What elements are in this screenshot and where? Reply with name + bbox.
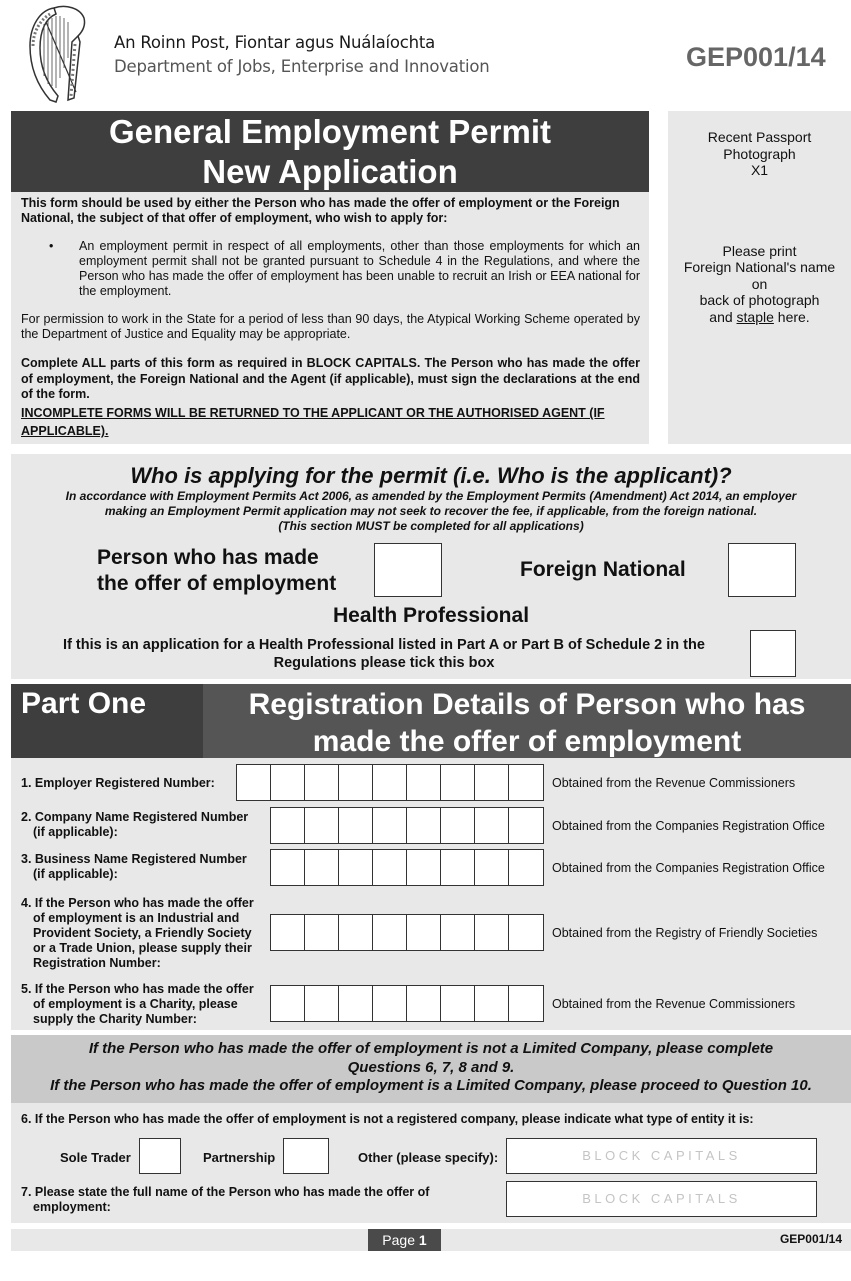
question-6-label: 6. If the Person who has made the offer of employment is not a registered company, please indicate what type of entity it is: <box>21 1112 754 1126</box>
digit-cell[interactable] <box>271 765 305 800</box>
applicant-section <box>11 454 851 679</box>
photo-instruction-line5 <box>668 309 851 326</box>
digit-cell[interactable] <box>407 850 441 885</box>
part-one-title-line2: made the offer of employment <box>312 725 742 758</box>
digit-cell[interactable] <box>271 986 305 1021</box>
question-7-label-line2: employment: <box>33 1200 111 1214</box>
digit-cell[interactable] <box>475 765 509 800</box>
digit-cell[interactable] <box>509 850 543 885</box>
photo-instruction-line2: Foreign National's name <box>683 259 836 275</box>
question-2-label-line1: 2. Company Name Registered Number <box>21 810 249 824</box>
company-registered-number-field[interactable] <box>270 807 544 844</box>
passport-photo-area[interactable] <box>668 111 851 444</box>
page-footer <box>11 1229 851 1251</box>
question-7-label <box>21 1185 429 1215</box>
photo-instruction-line3: on <box>751 275 768 292</box>
partnership-checkbox[interactable] <box>283 1138 329 1174</box>
applicant-note-line3: (This section MUST be completed for all applications) <box>278 519 584 533</box>
intro-paragraph-2: For permission to work in the State for a period of less than 90 days, the Atypical Working Scheme operated by the Department of Justice and Equality may be appropriate. <box>21 311 640 342</box>
digit-cell[interactable] <box>441 915 475 950</box>
bullet-icon: • <box>49 238 54 253</box>
employer-full-name-input[interactable]: BLOCK CAPITALS <box>506 1181 817 1217</box>
charity-number-field[interactable] <box>270 985 544 1022</box>
question-3-label-line1: 3. Business Name Registered Number <box>21 852 247 866</box>
digit-cell[interactable] <box>305 850 339 885</box>
part-one-title <box>203 684 851 758</box>
digit-cell[interactable] <box>407 765 441 800</box>
question-5-label-line3: supply the Charity Number: <box>33 1012 197 1026</box>
question-4-label-line3: Provident Society, a Friendly Society <box>33 926 252 940</box>
form-title-line2: New Application <box>202 153 458 190</box>
department-name-english: Department of Jobs, Enterprise and Innovation <box>114 57 490 76</box>
intro-bullet-item <box>21 239 640 300</box>
intro-panel <box>11 192 649 444</box>
digit-cell[interactable] <box>475 986 509 1021</box>
employer-registered-number-field[interactable] <box>236 764 544 801</box>
digit-cell[interactable] <box>271 850 305 885</box>
health-professional-text-line2: Regulations please tick this box <box>273 655 495 671</box>
part-one-label: Part One <box>11 684 203 758</box>
question-5-label-line1: 5. If the Person who has made the offer <box>21 982 254 996</box>
health-professional-title: Health Professional <box>332 604 530 627</box>
employer-option-label <box>97 545 336 597</box>
photo-instruction-line4: back of photograph <box>699 292 820 308</box>
incomplete-forms-warning: INCOMPLETE FORMS WILL BE RETURNED TO THE APPLICANT OR THE AUTHORISED AGENT (IF APPLICABLE). <box>21 406 605 439</box>
photo-label-line2: Photograph <box>723 145 796 162</box>
digit-cell[interactable] <box>373 850 407 885</box>
applicant-note-line1: In accordance with Employment Permits Act 2006, as amended by the Employment Permits (Amendment) Act 2014, an employer <box>65 489 797 503</box>
intro-paragraph-3: Complete ALL parts of this form as required in BLOCK CAPITALS. The Person who has made the offer of employment, the Foreign National and the Agent (if applicable), must sign the declarations at the end of the form. <box>21 356 640 401</box>
question-2-source: Obtained from the Companies Registration Office <box>552 819 825 833</box>
health-professional-text <box>19 636 749 672</box>
part-one-title-line1: Registration Details of Person who has <box>248 688 806 721</box>
partnership-label: Partnership <box>203 1150 276 1165</box>
photo-label-line3: X1 <box>750 162 769 178</box>
digit-cell[interactable] <box>305 986 339 1021</box>
limited-company-note-line3: If the Person who has made the offer of employment is a Limited Company, please proceed to Question 10. <box>50 1077 812 1094</box>
digit-cell[interactable] <box>271 915 305 950</box>
question-2-label <box>21 810 248 840</box>
society-registration-number-field[interactable] <box>270 914 544 951</box>
photo-instruction-text-end: here. <box>773 308 810 325</box>
foreign-national-option-label: Foreign National <box>520 558 686 581</box>
question-3-source: Obtained from the Companies Registration Office <box>552 861 825 875</box>
photo-instruction-line1: Please print <box>722 242 797 259</box>
employer-applicant-checkbox[interactable] <box>374 543 442 597</box>
digit-cell[interactable] <box>373 986 407 1021</box>
digit-cell[interactable] <box>339 808 373 843</box>
question-2-label-line2: (if applicable): <box>33 825 118 839</box>
digit-cell[interactable] <box>441 850 475 885</box>
other-entity-label: Other (please specify): <box>358 1150 499 1165</box>
sole-trader-checkbox[interactable] <box>139 1138 181 1174</box>
digit-cell[interactable] <box>305 808 339 843</box>
question-4-label-line5: Registration Number: <box>33 956 161 970</box>
foreign-national-applicant-checkbox[interactable] <box>728 543 796 597</box>
sole-trader-label: Sole Trader <box>60 1150 131 1165</box>
question-3-label-line2: (if applicable): <box>33 867 118 881</box>
question-4-label <box>21 896 254 971</box>
digit-cell[interactable] <box>305 765 339 800</box>
digit-cell[interactable] <box>475 915 509 950</box>
photo-label-line1: Recent Passport <box>707 129 812 145</box>
employer-option-label-line2: the offer of employment <box>97 572 337 595</box>
digit-cell[interactable] <box>339 986 373 1021</box>
digit-cell[interactable] <box>475 808 509 843</box>
digit-cell[interactable] <box>373 765 407 800</box>
question-1-label <box>21 776 215 791</box>
question-5-label <box>21 982 254 1027</box>
question-3-label <box>21 852 247 882</box>
digit-cell[interactable] <box>305 915 339 950</box>
digit-cell[interactable] <box>441 986 475 1021</box>
digit-cell[interactable] <box>407 915 441 950</box>
intro-bullet-text: An employment permit in respect of all employments, other than those employments for which an employment permit shall not be granted pursuant to Schedule 4 in the Regulations, and where the Person who has made the offer of employment has been unable to recruit an Irish or EEA national for the employment. <box>79 238 640 299</box>
digit-cell[interactable] <box>475 850 509 885</box>
harp-icon <box>24 2 90 106</box>
question-1-source: Obtained from the Revenue Commissioners <box>552 776 796 790</box>
question-4-label-line2: of employment is an Industrial and <box>33 911 240 925</box>
digit-cell[interactable] <box>339 765 373 800</box>
entity-type-section <box>11 1103 851 1223</box>
question-4-label-line4: or a Trade Union, please supply their <box>33 941 252 955</box>
digit-cell[interactable] <box>237 765 271 800</box>
health-professional-text-line1: If this is an application for a Health Professional listed in Part A or Part B of Schedule 2 in the <box>63 637 705 653</box>
question-7-label-line1: 7. Please state the full name of the Person who has made the offer of <box>21 1185 430 1199</box>
digit-cell[interactable] <box>509 765 543 800</box>
limited-company-note <box>11 1035 851 1103</box>
digit-cell[interactable] <box>373 808 407 843</box>
applicant-note-line2: making an Employment Permit application may not seek to recover the fee, if applicable, from the foreign national. <box>104 504 758 518</box>
page-label: Page <box>382 1232 415 1248</box>
health-professional-checkbox[interactable] <box>750 630 796 677</box>
question-4-source: Obtained from the Registry of Friendly Societies <box>552 926 818 940</box>
question-5-label-line2: of employment is a Charity, please <box>33 997 238 1011</box>
photo-instruction-text: and <box>709 308 737 325</box>
digit-cell[interactable] <box>373 915 407 950</box>
digit-cell[interactable] <box>407 986 441 1021</box>
digit-cell[interactable] <box>441 765 475 800</box>
digit-cell[interactable] <box>509 808 543 843</box>
form-code: GEP001/14 <box>686 42 826 72</box>
digit-cell[interactable] <box>339 915 373 950</box>
department-name-irish: An Roinn Post, Fiontar agus Nuálaíochta <box>114 33 436 52</box>
digit-cell[interactable] <box>509 915 543 950</box>
limited-company-note-line2: Questions 6, 7, 8 and 9. <box>347 1058 515 1076</box>
digit-cell[interactable] <box>407 808 441 843</box>
limited-company-note-line1: If the Person who has made the offer of employment is not a Limited Company, please complete <box>88 1040 774 1057</box>
intro-bullet-list <box>21 239 640 300</box>
form-title <box>11 111 649 192</box>
applicant-section-note <box>11 489 851 534</box>
page-number-badge <box>368 1229 441 1251</box>
digit-cell[interactable] <box>441 808 475 843</box>
employer-option-label-line1: Person who has made <box>97 546 319 569</box>
applicant-section-title: Who is applying for the permit (i.e. Who is the applicant)? <box>130 463 732 488</box>
question-4-label-line1: 4. If the Person who has made the offer <box>21 896 254 910</box>
digit-cell[interactable] <box>271 808 305 843</box>
form-title-line1: General Employment Permit <box>109 113 551 150</box>
digit-cell[interactable] <box>339 850 373 885</box>
intro-paragraph-1: This form should be used by either the Person who has made the offer of employment or the Foreign National, the subject of that offer of employment, who wish to apply for: <box>21 196 620 226</box>
photo-instruction-staple: staple <box>736 308 774 325</box>
registration-details-section <box>11 758 851 1030</box>
question-1-label-line1: 1. Employer Registered Number: <box>21 776 215 790</box>
page-number: 1 <box>418 1232 427 1248</box>
other-entity-input[interactable]: BLOCK CAPITALS <box>506 1138 817 1174</box>
digit-cell[interactable] <box>509 986 543 1021</box>
footer-form-code: GEP001/14 <box>779 1232 842 1246</box>
question-5-source: Obtained from the Revenue Commissioners <box>552 997 796 1011</box>
business-registered-number-field[interactable] <box>270 849 544 886</box>
